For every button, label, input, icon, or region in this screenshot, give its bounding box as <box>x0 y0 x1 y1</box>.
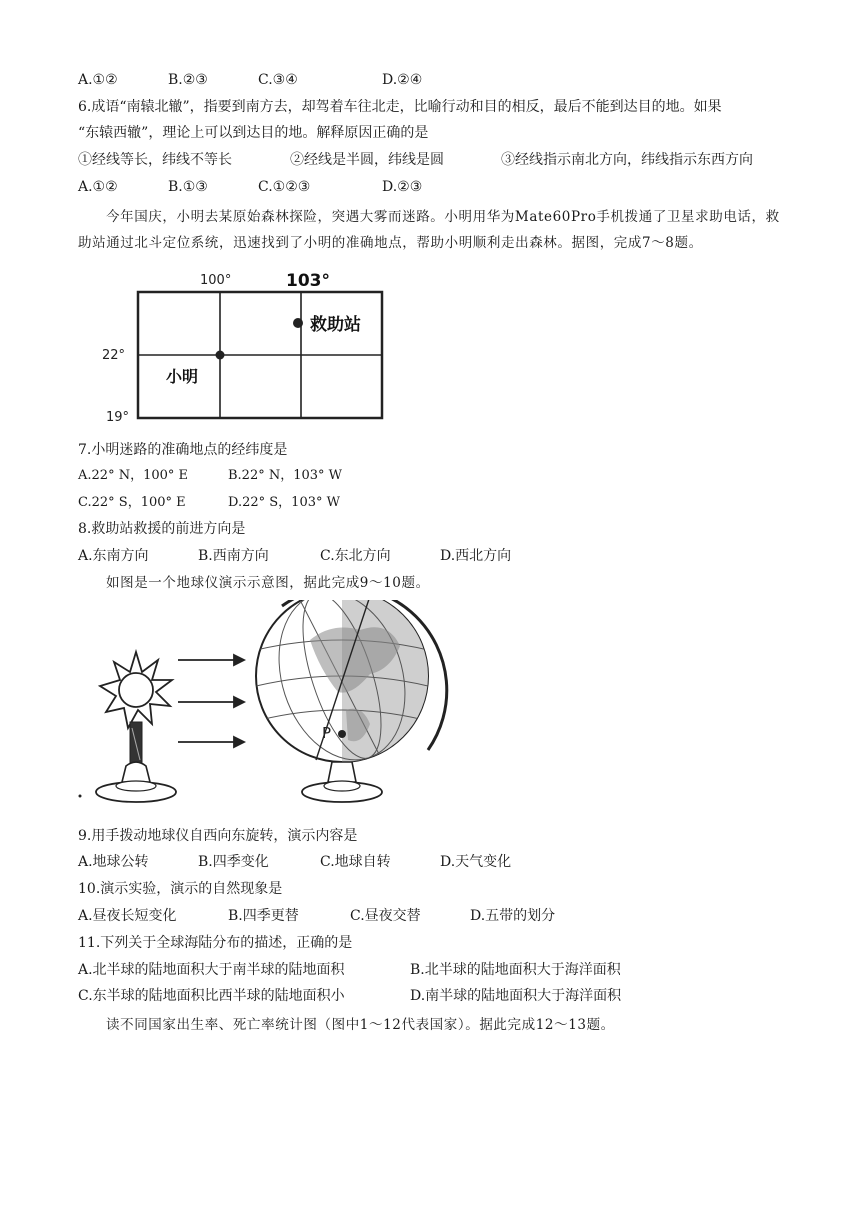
station-label: 救助站 <box>310 315 361 335</box>
globe-demo-figure <box>70 600 450 820</box>
q7-option-a: A.22° N，100° E <box>78 468 189 483</box>
q6-option-d: D.②③ <box>382 179 423 195</box>
lon-label-100: 100° <box>200 273 232 288</box>
q11-option-c: C.东半球的陆地面积比西半球的陆地面积小 <box>78 988 345 1004</box>
q7-option-b: B.22° N，103° W <box>228 468 343 483</box>
q11-stem: 11.下列关于全球海陆分布的描述，正确的是 <box>78 935 353 951</box>
q10-option-a: A.昼夜长短变化 <box>78 908 177 924</box>
q11-option-b: B.北半球的陆地面积大于海洋面积 <box>410 962 621 978</box>
station-point <box>293 318 303 328</box>
q11-option-d: D.南半球的陆地面积大于海洋面积 <box>410 988 622 1004</box>
q8-stem: 8.救助站救援的前进方向是 <box>78 521 246 537</box>
q8-option-a: A.东南方向 <box>78 548 149 564</box>
q9-option-a: A.地球公转 <box>78 854 149 870</box>
q9-option-b: B.四季变化 <box>198 854 269 870</box>
sun-core <box>119 673 153 707</box>
light-arrows <box>178 655 244 747</box>
q8-option-c: C.东北方向 <box>320 548 391 564</box>
q6-option-b: B.①③ <box>168 179 208 195</box>
q8-option-d: D.西北方向 <box>440 548 512 564</box>
q9-stem: 9.用手拨动地球仪自西向东旋转，演示内容是 <box>78 828 358 844</box>
q5-option-d: D.②④ <box>382 72 423 88</box>
q7-stem: 7.小明迷路的准确地点的经纬度是 <box>78 442 288 458</box>
q6-option-a: A.①② <box>78 179 118 195</box>
q10-option-c: C.昼夜交替 <box>350 908 421 924</box>
q7-option-d: D.22° S，103° W <box>228 495 340 510</box>
point-p <box>338 730 346 738</box>
lat-label-22: 22° <box>102 348 126 363</box>
q7-option-c: C.22° S，100° E <box>78 495 186 510</box>
q8-option-b: B.西南方向 <box>198 548 269 564</box>
intro-12-13: 读不同国家出生率、死亡率统计图（图中1～12代表国家）。据此完成12～13题。 <box>106 1017 615 1033</box>
globe-stand-neck <box>328 762 356 782</box>
intro-9-10: 如图是一个地球仪演示示意图，据此完成9～10题。 <box>106 575 430 591</box>
q6-stem-line1: 6.成语“南辕北辙”，指要到南方去，却驾着车往北走，比喻行动和目的相反，最后不能到达目的地。如果 <box>78 99 722 115</box>
intro-7-8: 今年国庆，小明去某原始森林探险，突遇大雾而迷路。小明用华为Mate60Pro手机拨通了卫星求助电话，救助站通过北斗定位系统，迅速找到了小明的准确地点，帮助小明顺利走出森林。据图，完成7～8题。 <box>78 209 780 251</box>
sun-lamp <box>96 652 176 802</box>
q5-option-c: C.③④ <box>258 72 298 88</box>
q5-option-a: A.①② <box>78 72 118 88</box>
q10-option-d: D.五带的划分 <box>470 908 556 924</box>
q5-option-b: B.②③ <box>168 72 208 88</box>
lon-label-103: 103° <box>286 271 330 291</box>
q9-option-c: C.地球自转 <box>320 854 391 870</box>
q6-stem-line2: “东辕西辙”，理论上可以到达目的地。解释原因正确的是 <box>78 125 429 141</box>
q10-stem: 10.演示实验，演示的自然现象是 <box>78 881 283 897</box>
xiaoming-label: 小明 <box>166 367 199 386</box>
latlon-grid-map <box>96 264 416 424</box>
q9-option-d: D.天气变化 <box>440 854 512 870</box>
point-p-label: P <box>322 724 332 742</box>
q6-choice-1: ①经线等长，纬线不等长 <box>78 152 232 168</box>
globe <box>256 600 447 802</box>
lat-label-19: 19° <box>106 410 130 424</box>
q11-option-a: A.北半球的陆地面积大于南半球的陆地面积 <box>78 962 345 978</box>
q10-option-b: B.四季更替 <box>228 908 299 924</box>
q6-choice-2: ②经线是半圆，纬线是圆 <box>290 152 444 168</box>
q6-choice-3: ③经线指示南北方向，纬线指示东西方向 <box>501 152 753 168</box>
xiaoming-point <box>216 351 225 360</box>
q6-option-c: C.①②③ <box>258 179 311 195</box>
